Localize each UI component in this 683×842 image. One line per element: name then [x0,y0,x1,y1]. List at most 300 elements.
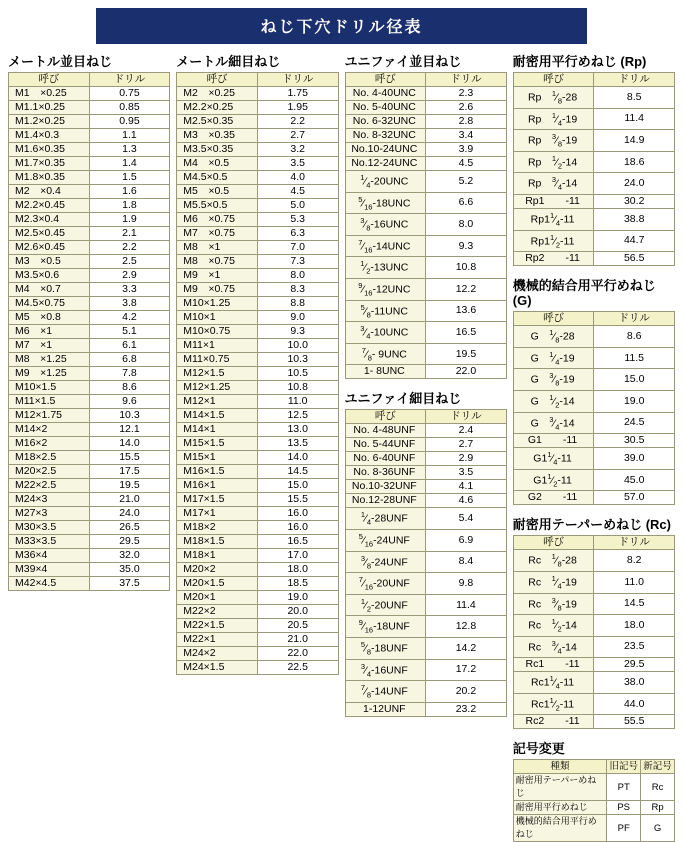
table-row [177,633,338,647]
cell-thread-size: $^7⁄_{16}-14UNC$ [345,235,426,257]
table-row [513,550,674,572]
table-row [177,255,338,269]
table-row [513,108,674,130]
cell-thread-type: 耐密用テーパーめねじ [513,774,607,801]
cell-thread-size: $^9⁄_{16}-18UNF$ [345,616,426,638]
cell-thread-size: M20×2 [177,563,258,577]
cell-thread-size: M15×1.5 [177,437,258,451]
cell-drill-diameter: 5.2 [426,171,507,193]
table-row [177,297,338,311]
cell-drill-diameter: 14.0 [257,451,338,465]
table-row [177,465,338,479]
cell-drill-diameter: 21.0 [257,633,338,647]
cell-thread-size: M20×1.5 [177,577,258,591]
cell-drill-diameter: 39.0 [594,448,675,470]
cell-thread-size: M2.5×0.45 [9,227,90,241]
table-row [513,173,674,195]
cell-drill-diameter: 0.85 [89,101,170,115]
cell-drill-diameter: 22.0 [426,365,507,379]
spacer [345,379,507,391]
cell-thread-size: M1.8×0.35 [9,171,90,185]
cell-drill-diameter: 8.2 [594,550,675,572]
cell-old-symbol: PS [607,801,641,815]
cell-drill-diameter: 45.0 [594,469,675,491]
cell-drill-diameter: 6.1 [89,339,170,353]
cell-drill-diameter: 19.5 [426,343,507,365]
header-name: 呼び [177,73,258,87]
table-row [9,549,170,563]
cell-thread-size: M12×1.75 [9,409,90,423]
table-row [9,157,170,171]
cell-drill-diameter: 22.5 [257,661,338,675]
cell-drill-diameter: 4.1 [426,480,507,494]
cell-thread-size: $^1⁄_2-20UNF$ [345,594,426,616]
section-title-unf: ユニファイ細目ねじ [344,391,462,407]
cell-thread-size: M4 ×0.7 [9,283,90,297]
table-row [513,230,674,252]
cell-drill-diameter: 14.5 [257,465,338,479]
cell-thread-size: M12×1.5 [177,367,258,381]
table-header-row [345,410,506,424]
cell-thread-size: M10×1.5 [9,381,90,395]
cell-drill-diameter: 15.0 [594,369,675,391]
cell-thread-size: M11×1.5 [9,395,90,409]
cell-thread-size: M24×2 [177,647,258,661]
cell-drill-diameter: 3.3 [89,283,170,297]
cell-drill-diameter: 8.0 [257,269,338,283]
table-row [513,390,674,412]
table-row [9,437,170,451]
table-row [9,311,170,325]
table-row [513,593,674,615]
table-row [513,194,674,208]
cell-drill-diameter: 2.6 [426,101,507,115]
table-row [9,451,170,465]
cell-thread-size: Rp $^1⁄_4-19$ [513,108,594,130]
table-row [9,227,170,241]
cell-thread-size: M5.5×0.5 [177,199,258,213]
table-row [513,469,674,491]
cell-drill-diameter: 11.5 [594,347,675,369]
cell-thread-size: M4 ×0.5 [177,157,258,171]
header-name: 呼び [513,312,594,326]
header-new-symbol: 新記号 [641,760,675,774]
cell-drill-diameter: 13.6 [426,300,507,322]
table-unf [345,409,507,716]
spacer [513,505,675,517]
cell-drill-diameter: 2.7 [257,129,338,143]
cell-thread-size: M30×3.5 [9,521,90,535]
tbody-symbol-change [513,774,674,842]
cell-drill-diameter: 9.0 [257,311,338,325]
table-row [9,577,170,591]
table-row [513,448,674,470]
table-row [345,480,506,494]
cell-thread-size: M6 ×0.75 [177,213,258,227]
section-title-rp: 耐密用平行めねじ (Rp) [512,54,647,69]
table-symbol-change [513,759,675,842]
table-row [513,326,674,348]
cell-thread-size: $^9⁄_{16}-12UNC$ [345,278,426,300]
cell-thread-size: No.10-32UNF [345,480,426,494]
cell-drill-diameter: 0.95 [89,115,170,129]
cell-drill-diameter: 9.3 [426,235,507,257]
cell-thread-size: M8 ×1.25 [9,353,90,367]
table-row [345,115,506,129]
cell-drill-diameter: 19.5 [89,479,170,493]
cell-drill-diameter: 8.4 [426,551,507,573]
table-row [9,185,170,199]
column-metric-fine [176,54,338,842]
table-row [177,339,338,353]
table-row [177,311,338,325]
cell-thread-size: Rc $^1⁄_4-19$ [513,571,594,593]
table-row [513,636,674,658]
table-row [177,129,338,143]
cell-drill-diameter: 15.5 [257,493,338,507]
cell-thread-size: No.12-28UNF [345,494,426,508]
table-row [177,353,338,367]
cell-drill-diameter: 24.0 [89,507,170,521]
cell-drill-diameter: 18.6 [594,151,675,173]
table-row [9,213,170,227]
cell-new-symbol: Rp [641,801,675,815]
table-header-row [513,760,674,774]
table-row [9,563,170,577]
header-name: 呼び [9,73,90,87]
cell-thread-size: Rc2 -11 [513,715,594,729]
table-row [345,659,506,681]
table-row [177,283,338,297]
cell-drill-diameter: 30.5 [594,434,675,448]
tbody-rp [513,87,674,266]
table-row [9,325,170,339]
cell-drill-diameter: 5.4 [426,508,507,530]
table-row [9,395,170,409]
table-row [513,658,674,672]
cell-thread-size: No.12-24UNC [345,157,426,171]
cell-thread-size: M11×1 [177,339,258,353]
table-row [9,115,170,129]
table-row [177,143,338,157]
cell-drill-diameter: 15.0 [257,479,338,493]
cell-thread-size: Rc $^1⁄_2-14$ [513,615,594,637]
table-row [177,661,338,675]
section-title-unc: ユニファイ並目ねじ [344,54,462,69]
cell-drill-diameter: 2.3 [426,87,507,101]
cell-drill-diameter: 3.2 [257,143,338,157]
cell-drill-diameter: 16.5 [426,322,507,344]
table-row [513,615,674,637]
cell-thread-size: M3 ×0.35 [177,129,258,143]
table-header-row [177,73,338,87]
table-row [513,774,674,801]
table-row [513,434,674,448]
header-old-symbol: 旧記号 [607,760,641,774]
table-row [345,257,506,279]
cell-drill-diameter: 16.0 [257,521,338,535]
cell-drill-diameter: 1.1 [89,129,170,143]
cell-thread-size: M22×2.5 [9,479,90,493]
header-drill: ドリル [594,73,675,87]
cell-thread-size: M11×0.75 [177,353,258,367]
cell-drill-diameter: 29.5 [594,658,675,672]
cell-thread-size: No. 5-40UNC [345,101,426,115]
header-drill: ドリル [594,312,675,326]
header-drill: ドリル [89,73,170,87]
cell-thread-size: M3 ×0.5 [9,255,90,269]
cell-drill-diameter: 10.8 [257,381,338,395]
table-row [9,283,170,297]
column-metric-coarse [8,54,170,842]
cell-drill-diameter: 44.0 [594,693,675,715]
table-row [513,693,674,715]
cell-drill-diameter: 7.0 [257,241,338,255]
table-row [345,235,506,257]
cell-thread-size: M17×1 [177,507,258,521]
cell-drill-diameter: 8.3 [257,283,338,297]
table-row [177,563,338,577]
table-row [513,130,674,152]
cell-drill-diameter: 14.0 [89,437,170,451]
cell-thread-size: M22×2 [177,605,258,619]
cell-thread-size: M10×0.75 [177,325,258,339]
cell-drill-diameter: 35.0 [89,563,170,577]
cell-thread-size: $G1^1⁄_2-11$ [513,469,594,491]
table-row [9,479,170,493]
cell-drill-diameter: 13.0 [257,423,338,437]
cell-drill-diameter: 6.3 [257,227,338,241]
table-metric-coarse [8,72,170,591]
cell-drill-diameter: 14.2 [426,637,507,659]
cell-drill-diameter: 1.6 [89,185,170,199]
table-row [9,465,170,479]
cell-thread-size: $G1^1⁄_4-11$ [513,448,594,470]
cell-drill-diameter: 32.0 [89,549,170,563]
cell-thread-size: M8 ×1 [177,241,258,255]
cell-thread-size: M18×1 [177,549,258,563]
table-row [177,381,338,395]
table-row [9,507,170,521]
cell-thread-size: $^1⁄_4-20UNC$ [345,171,426,193]
cell-drill-diameter: 16.0 [257,507,338,521]
table-row [513,412,674,434]
cell-drill-diameter: 11.4 [594,108,675,130]
cell-drill-diameter: 1.95 [257,101,338,115]
table-row [177,171,338,185]
cell-thread-size: No. 6-32UNC [345,115,426,129]
cell-drill-diameter: 18.0 [594,615,675,637]
cell-thread-size: Rc $^3⁄_4-14$ [513,636,594,658]
table-row [177,493,338,507]
cell-drill-diameter: 2.1 [89,227,170,241]
cell-thread-size: G $^3⁄_8-19$ [513,369,594,391]
table-row [177,451,338,465]
cell-drill-diameter: 20.2 [426,681,507,703]
cell-thread-size: $^5⁄_{16}-24UNF$ [345,529,426,551]
table-row [345,702,506,716]
tbody-rc [513,550,674,729]
table-row [177,479,338,493]
cell-drill-diameter: 7.8 [89,367,170,381]
header-name: 呼び [345,73,426,87]
cell-thread-size: M20×2.5 [9,465,90,479]
cell-thread-size: M1.1×0.25 [9,101,90,115]
section-title-metric-coarse: メートル並目ねじ [8,54,113,69]
cell-thread-size: No. 8-36UNF [345,466,426,480]
table-row [345,143,506,157]
table-row [345,616,506,638]
table-row [345,594,506,616]
cell-drill-diameter: 1.8 [89,199,170,213]
cell-thread-size: $^7⁄_8-14UNF$ [345,681,426,703]
cell-drill-diameter: 14.9 [594,130,675,152]
table-row [177,437,338,451]
table-row [345,573,506,595]
cell-thread-size: M27×3 [9,507,90,521]
cell-thread-size: $^5⁄_8-11UNC$ [345,300,426,322]
table-row [9,297,170,311]
cell-drill-diameter: 11.0 [594,571,675,593]
cell-thread-size: Rp $^3⁄_8-19$ [513,130,594,152]
cell-drill-diameter: 30.2 [594,194,675,208]
column-unified [345,54,507,842]
cell-drill-diameter: 5.0 [257,199,338,213]
cell-thread-size: M14×1.5 [177,409,258,423]
table-header-row [345,73,506,87]
spacer [513,266,675,278]
table-row [9,199,170,213]
cell-thread-size: Rp $^3⁄_4-14$ [513,173,594,195]
cell-thread-size: M4.5×0.5 [177,171,258,185]
cell-drill-diameter: 10.3 [257,353,338,367]
table-row [177,605,338,619]
table-header-row [9,73,170,87]
column-pipe-threads [513,54,675,842]
table-row [177,101,338,115]
cell-thread-size: M9 ×1 [177,269,258,283]
cell-drill-diameter: 0.75 [89,87,170,101]
cell-thread-size: M2.3×0.4 [9,213,90,227]
cell-thread-size: M2 ×0.4 [9,185,90,199]
cell-drill-diameter: 12.1 [89,423,170,437]
cell-thread-size: No. 5-44UNF [345,438,426,452]
chart-columns [0,54,683,842]
cell-thread-size: M4.5×0.75 [9,297,90,311]
cell-drill-diameter: 18.5 [257,577,338,591]
cell-thread-size: $^1⁄_2-13UNC$ [345,257,426,279]
table-row [513,208,674,230]
table-row [177,619,338,633]
cell-drill-diameter: 8.8 [257,297,338,311]
cell-drill-diameter: 10.5 [257,367,338,381]
cell-drill-diameter: 12.2 [426,278,507,300]
table-row [177,213,338,227]
table-row [9,353,170,367]
cell-drill-diameter: 3.5 [426,466,507,480]
cell-drill-diameter: 4.0 [257,171,338,185]
cell-thread-size: M12×1 [177,395,258,409]
cell-thread-type: 耐密用平行めねじ [513,801,607,815]
cell-thread-size: $^5⁄_{16}-18UNC$ [345,192,426,214]
table-row [9,381,170,395]
cell-thread-size: M22×1.5 [177,619,258,633]
table-row [177,577,338,591]
table-row [177,409,338,423]
table-rp [513,72,675,266]
cell-drill-diameter: 2.9 [426,452,507,466]
cell-drill-diameter: 19.0 [257,591,338,605]
cell-thread-size: M6 ×1 [9,325,90,339]
table-row [177,507,338,521]
table-row [345,192,506,214]
cell-thread-size: M10×1.25 [177,297,258,311]
cell-thread-size: M5 ×0.8 [9,311,90,325]
table-row [177,241,338,255]
table-row [9,423,170,437]
table-unc [345,72,507,379]
table-row [9,493,170,507]
cell-drill-diameter: 17.0 [257,549,338,563]
cell-drill-diameter: 12.8 [426,616,507,638]
cell-thread-size: M24×1.5 [177,661,258,675]
table-row [345,637,506,659]
cell-drill-diameter: 2.8 [426,115,507,129]
cell-thread-size: M1.7×0.35 [9,157,90,171]
cell-thread-size: G $^3⁄_4-14$ [513,412,594,434]
cell-thread-size: No. 8-32UNC [345,129,426,143]
cell-drill-diameter: 10.3 [89,409,170,423]
cell-drill-diameter: 8.0 [426,214,507,236]
cell-drill-diameter: 1.9 [89,213,170,227]
cell-thread-size: M22×1 [177,633,258,647]
table-row [345,466,506,480]
cell-thread-size: M17×1.5 [177,493,258,507]
table-row [345,214,506,236]
table-row [177,325,338,339]
cell-thread-size: M42×4.5 [9,577,90,591]
cell-thread-size: M14×2 [9,423,90,437]
table-row [9,521,170,535]
cell-thread-size: Rc1 -11 [513,658,594,672]
cell-drill-diameter: 1.3 [89,143,170,157]
table-row [345,529,506,551]
cell-thread-size: M2 ×0.25 [177,87,258,101]
cell-drill-diameter: 7.3 [257,255,338,269]
header-name: 呼び [513,536,594,550]
cell-thread-size: M7 ×1 [9,339,90,353]
cell-drill-diameter: 24.5 [594,412,675,434]
table-row [177,549,338,563]
cell-thread-size: $Rc1^1⁄_2-11$ [513,693,594,715]
cell-drill-diameter: 13.5 [257,437,338,451]
table-row [345,343,506,365]
cell-drill-diameter: 44.7 [594,230,675,252]
cell-drill-diameter: 20.0 [257,605,338,619]
cell-thread-size: $^3⁄_8-16UNC$ [345,214,426,236]
table-row [345,278,506,300]
cell-drill-diameter: 3.8 [89,297,170,311]
cell-thread-size: M3.5×0.35 [177,143,258,157]
table-row [345,322,506,344]
table-row [345,424,506,438]
cell-old-symbol: PT [607,774,641,801]
table-row [9,339,170,353]
cell-thread-size: G $^1⁄_2-14$ [513,390,594,412]
cell-thread-size: M16×1 [177,479,258,493]
cell-thread-size: 1-12UNF [345,702,426,716]
cell-thread-size: G1 -11 [513,434,594,448]
